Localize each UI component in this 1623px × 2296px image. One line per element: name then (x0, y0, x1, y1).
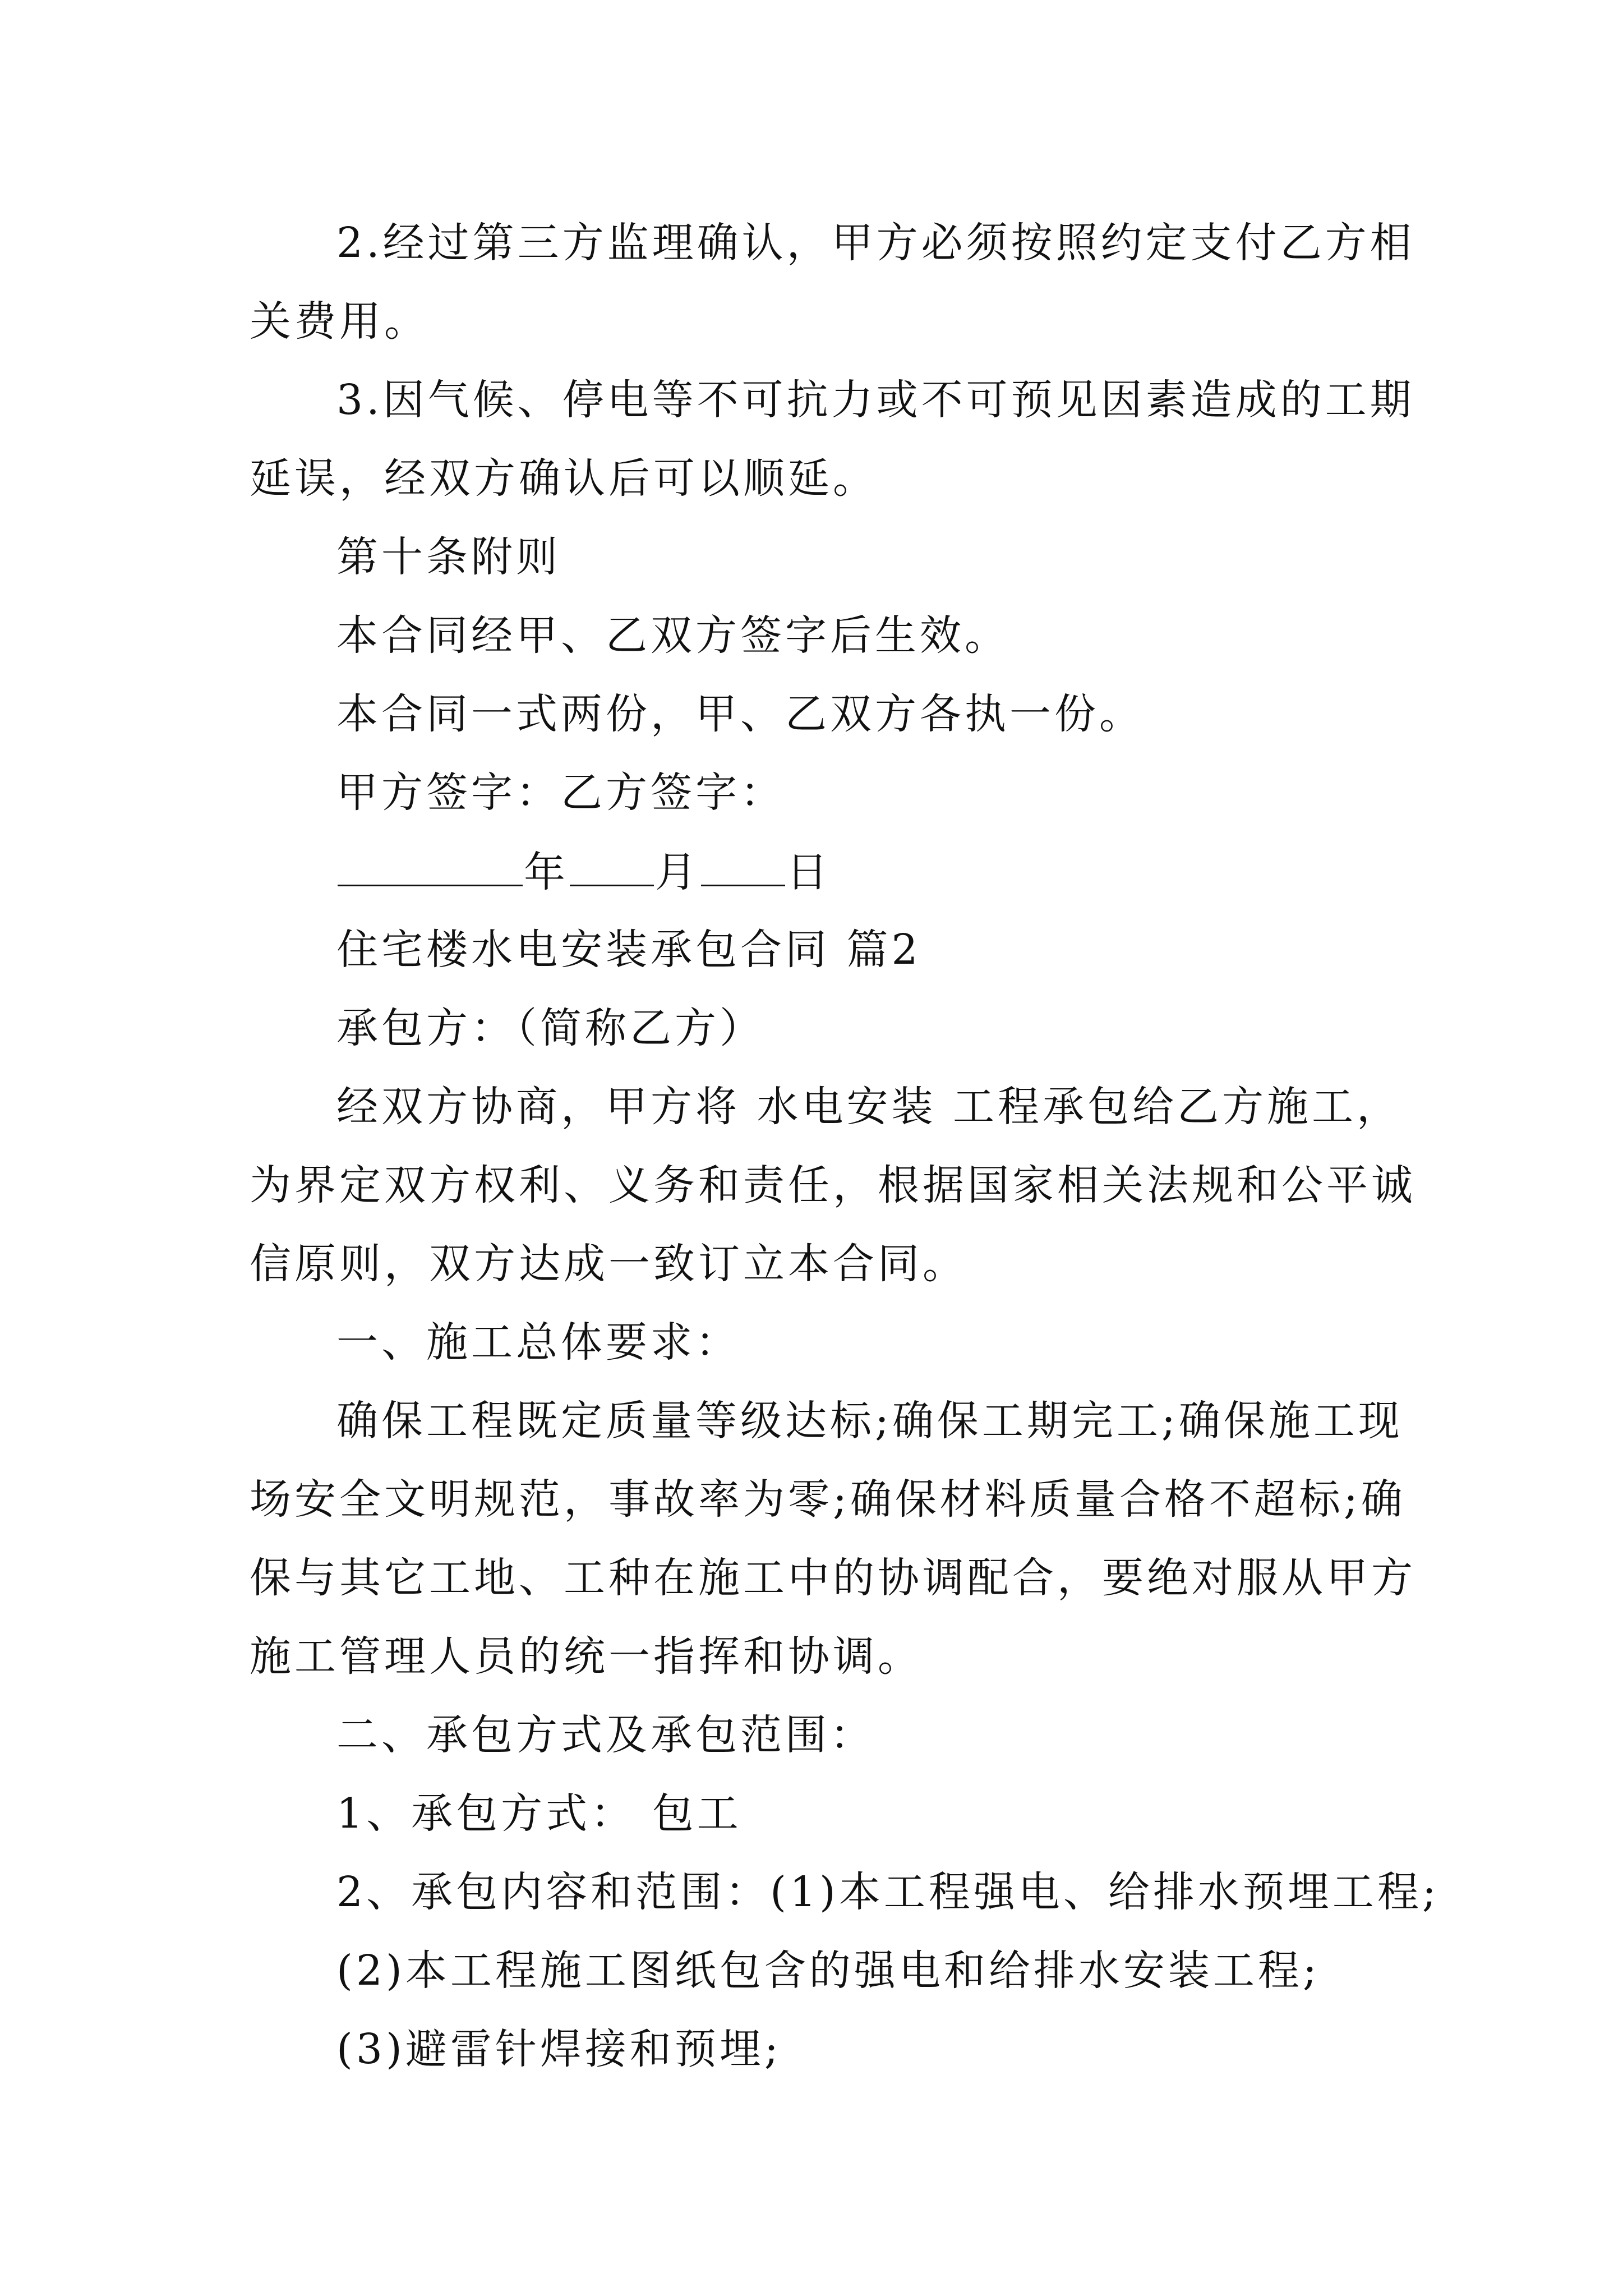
paragraph-line: 经双方协商，甲方将 水电安装 工程承包给乙方施工， (336, 1083, 1402, 1131)
date-line (336, 843, 831, 899)
paragraph-line: 保与其它工地、工种在施工中的协调配合，要绝对服从甲方 (250, 1554, 1416, 1602)
paragraph-line: 本合同经甲、乙双方签字后生效。 (336, 611, 1009, 660)
paragraph-line: 确保工程既定质量等级达标;确保工期完工;确保施工现 (336, 1397, 1403, 1445)
paragraph-line: 2、承包内容和范围：(1)本工程强电、给排水预埋工程; (336, 1868, 1440, 1916)
paragraph-line: 1、承包方式： 包工 (336, 1789, 742, 1838)
paragraph-line: 施工管理人员的统一指挥和协调。 (250, 1632, 923, 1681)
day-blank (701, 843, 785, 886)
paragraph-line: 延误，经双方确认后可以顺延。 (250, 454, 878, 503)
paragraph-line: 信原则，双方达成一致订立本合同。 (250, 1240, 967, 1288)
month-blank (570, 843, 654, 886)
paragraph-line: (2)本工程施工图纸包含的强电和给排水安装工程; (336, 1947, 1320, 1995)
day-label: 日 (786, 848, 831, 896)
section-heading: 二、承包方式及承包范围： (336, 1711, 875, 1759)
paragraph-line: (3)避雷针焊接和预埋; (336, 2025, 782, 2073)
paragraph-line: 3.因气候、停电等不可抗力或不可预见因素造成的工期 (336, 376, 1415, 424)
section-heading: 第十条附则 (336, 533, 561, 581)
year-label: 年 (524, 848, 569, 896)
paragraph-line: 为界定双方权利、义务和责任，根据国家相关法规和公平诚 (250, 1161, 1416, 1209)
section-heading: 一、施工总体要求： (336, 1318, 740, 1366)
paragraph-line: 2.经过第三方监理确认，甲方必须按照约定支付乙方相 (336, 219, 1415, 267)
document-title: 住宅楼水电安装承包合同 篇2 (336, 926, 921, 974)
paragraph-line: 关费用。 (250, 297, 429, 346)
month-label: 月 (655, 848, 700, 896)
year-blank (338, 843, 523, 886)
signature-line: 甲方签字：乙方签字： (336, 769, 785, 817)
paragraph-line: 承包方：（简称乙方） (336, 1004, 764, 1052)
paragraph-line: 本合同一式两份，甲、乙双方各执一份。 (336, 690, 1144, 738)
paragraph-line: 场安全文明规范，事故率为零;确保材料质量合格不超标;确 (250, 1475, 1406, 1524)
